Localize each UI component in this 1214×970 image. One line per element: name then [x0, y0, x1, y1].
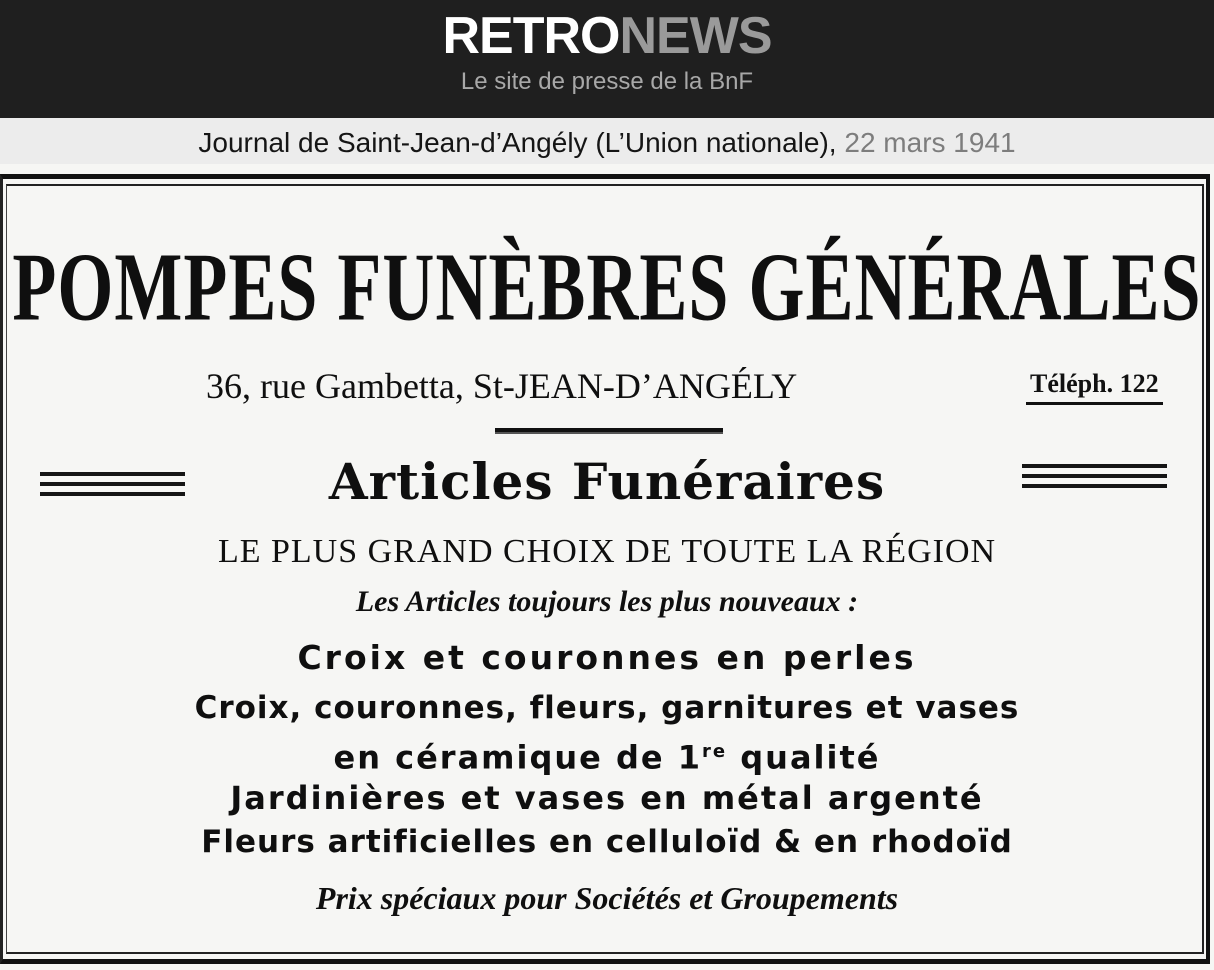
ad-choice-line: LE PLUS GRAND CHOIX DE TOUTE LA RÉGION: [217, 533, 997, 570]
ad-item-line-3: [0, 730, 1214, 780]
ad-item-line-1: Croix et couronnes en perles: [297, 638, 917, 677]
logo-news: NEWS: [619, 7, 772, 65]
line3-sup: re: [702, 741, 728, 762]
source-bar: [0, 118, 1214, 164]
ad-phone: Téléph. 122: [1026, 366, 1163, 405]
newspaper-clipping: [0, 164, 1214, 970]
line3-suffix: qualité: [727, 738, 881, 777]
site-tagline: Le site de presse de la BnF: [460, 68, 754, 95]
ad-address: 36, rue Gambetta, St-JEAN-D’ANGÉLY: [206, 366, 798, 406]
source-caption: [0, 126, 1214, 160]
retronews-logo[interactable]: [0, 6, 1214, 66]
ad-item-line-4: Jardinières et vases en métal argenté: [230, 779, 984, 817]
journal-title: Journal de Saint-Jean-d’Angély (L’Union nationale),: [198, 127, 837, 158]
ad-item-line-5: Fleurs artificielles en celluloïd & en rhodoïd: [201, 824, 1013, 860]
logo-retro: RETRO: [442, 7, 620, 65]
ad-subtitle: Les Articles toujours les plus nouveaux :: [355, 585, 859, 618]
divider-rule: [495, 428, 723, 434]
ad-footer: Prix spéciaux pour Sociétés et Groupements: [315, 880, 899, 916]
line3-prefix: en céramique de 1: [333, 738, 703, 777]
ad-item-line-2: Croix, couronnes, fleurs, garnitures et vases: [194, 690, 1020, 726]
publication-date: 22 mars 1941: [844, 127, 1016, 158]
site-header: [0, 0, 1214, 118]
ad-headline: POMPES FUNÈBRES GÉNÉRALES: [12, 233, 1202, 341]
ad-heading: Articles Funéraires: [328, 452, 886, 511]
